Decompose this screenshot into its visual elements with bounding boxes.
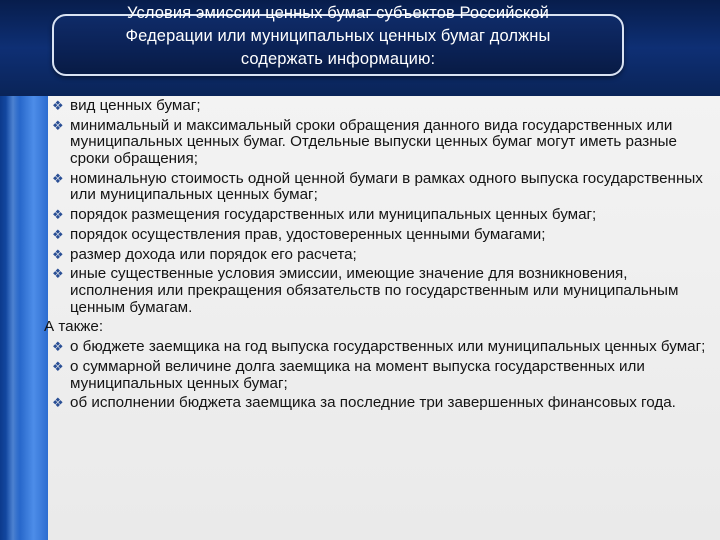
side-bar-highlight bbox=[6, 96, 20, 540]
slide-body bbox=[44, 97, 708, 415]
diamond-bullet-icon: ❖ bbox=[52, 359, 64, 374]
diamond-bullet-icon: ❖ bbox=[52, 226, 64, 242]
list-item bbox=[48, 227, 708, 244]
list-item bbox=[48, 98, 708, 115]
list-item bbox=[48, 118, 708, 168]
diamond-bullet-icon: ❖ bbox=[52, 395, 64, 411]
diamond-bullet-icon: ❖ bbox=[52, 266, 64, 282]
list-item-text: номинальную стоимость одной ценной бумаги в рамках одного выпуска государственных или муниципальных ценных бумаг; bbox=[70, 169, 703, 204]
diamond-bullet-icon: ❖ bbox=[52, 339, 64, 355]
also-label: А также: bbox=[44, 318, 104, 336]
list-item-text: о суммарной величине долга заемщика на момент выпуска государственных или муниципальных ценных бумаг; bbox=[70, 358, 645, 392]
diamond-bullet-icon: ❖ bbox=[52, 207, 64, 223]
list-item bbox=[48, 207, 708, 224]
slide-title: Условия эмиссии ценных бумаг субъектов Российской Федерации или муниципальных ценных бумаг должны содержать информацию: bbox=[125, 4, 551, 68]
list-item bbox=[48, 395, 708, 412]
list-item bbox=[48, 171, 708, 204]
diamond-bullet-icon: ❖ bbox=[52, 170, 64, 186]
list-item bbox=[48, 266, 708, 316]
list-item bbox=[48, 339, 708, 356]
list-item-text: иные существенные условия эмиссии, имеющие значение для возникновения, исполнения или прекращения обязательств по государственным или муниципальным ценным бумагам. bbox=[70, 265, 679, 316]
list-item-text: порядок размещения государственных или муниципальных ценных бумаг; bbox=[70, 206, 597, 224]
diamond-bullet-icon: ❖ bbox=[52, 117, 64, 133]
list-item-text: вид ценных бумаг; bbox=[70, 97, 201, 114]
list-item bbox=[48, 359, 708, 392]
list-item-text: минимальный и максимальный сроки обращения данного вида государственных или муниципальных ценных бумаг. Отдельные выпуски ценных бумаг могут иметь разные сроки обращения; bbox=[70, 116, 677, 167]
list-item bbox=[48, 247, 708, 264]
list-item-text: порядок осуществления прав, удостоверенных ценными бумагами; bbox=[70, 225, 546, 243]
diamond-bullet-icon: ❖ bbox=[52, 246, 64, 262]
diamond-bullet-icon: ❖ bbox=[52, 98, 64, 113]
list-item-text: об исполнении бюджета заемщика за последние три завершенных финансовых года. bbox=[70, 394, 676, 412]
list-item-text: о бюджете заемщика на год выпуска государственных или муниципальных ценных бумаг; bbox=[70, 338, 706, 356]
list-item-text: размер дохода или порядок его расчета; bbox=[70, 245, 357, 263]
